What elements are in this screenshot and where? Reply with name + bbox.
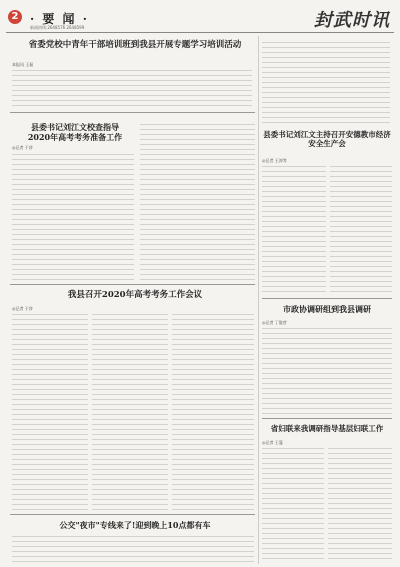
article-byline: ◎记者 于莎 xyxy=(12,145,33,150)
article-headline: 县委书记刘江文主持召开安德教市经济安全生产会 xyxy=(263,130,391,149)
article-byline: ◎记者 丁俊营 xyxy=(262,320,287,325)
article-body xyxy=(262,40,390,124)
article-headline: 公交"夜市"专线来了!迎到晚上10点都有车 xyxy=(59,520,211,530)
page-number-badge: 2 xyxy=(8,10,22,24)
page-header xyxy=(0,0,400,32)
article-headline: 市政协调研组到我县调研 xyxy=(283,304,371,314)
article-byline: ◎记者 王蔻 xyxy=(262,440,283,445)
article-body xyxy=(12,68,252,108)
hotline-text: 新闻热线:2648576 2648599 xyxy=(30,25,85,30)
divider xyxy=(10,514,255,515)
article-body xyxy=(172,312,254,512)
article-byline: ◎记者 王涛等 xyxy=(262,158,287,163)
article-headline: 省妇联来我调研指导基层妇联工作 xyxy=(270,424,384,433)
article-headline: 我县召开2020年高考考务工作会议 xyxy=(67,290,203,300)
section-title: · 要 闻 · xyxy=(30,12,89,26)
article-body xyxy=(330,164,392,294)
article-body xyxy=(12,534,254,564)
article-body xyxy=(262,446,324,560)
article-body xyxy=(92,312,168,512)
article-body xyxy=(262,164,326,294)
header-rule xyxy=(6,32,394,33)
article-body xyxy=(12,152,134,280)
article-headline: 省委党校中青年干部培训班到我县开展专题学习培训活动 xyxy=(28,40,242,50)
article-byline: 本报讯 王磊 xyxy=(12,62,34,67)
masthead-logo: 封武时讯 xyxy=(314,10,390,31)
divider xyxy=(262,418,392,419)
article-body xyxy=(328,446,392,560)
divider xyxy=(10,284,255,285)
article-body xyxy=(140,122,255,280)
article-body xyxy=(12,312,88,512)
column-divider xyxy=(258,36,259,564)
divider xyxy=(262,298,392,299)
article-byline: ◎记者 于莎 xyxy=(12,306,33,311)
article-headline: 县委书记刘江文校查指导2020年高考考务准备工作 xyxy=(27,122,123,142)
divider xyxy=(10,112,255,113)
article-body xyxy=(262,326,392,414)
